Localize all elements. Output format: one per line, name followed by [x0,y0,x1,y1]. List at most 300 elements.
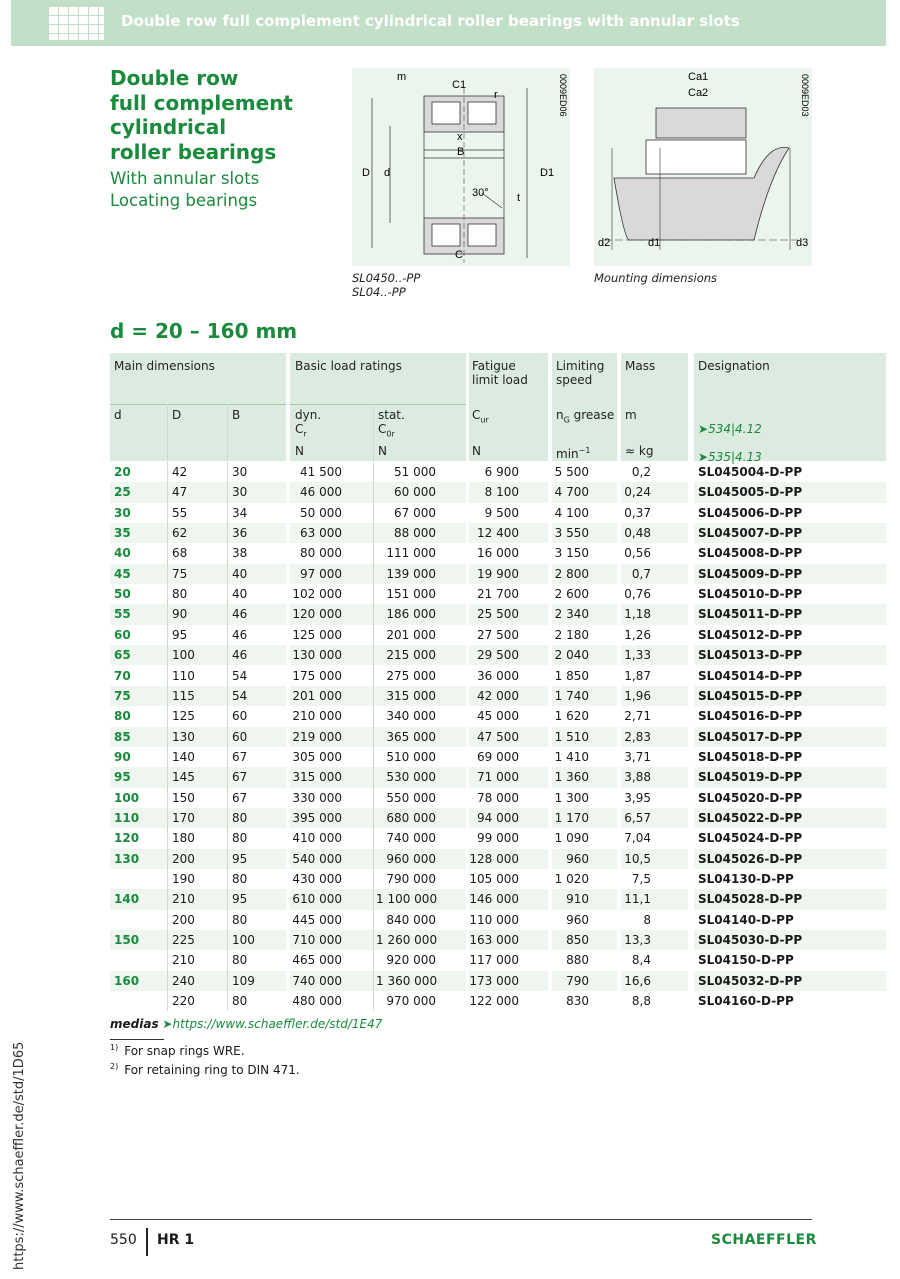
product-subtitle: With annular slots Locating bearings [110,169,260,210]
table-cell: SL045017-D-PP [698,729,803,744]
table-cell: 790 [566,973,589,988]
table-cell: 29 500 [477,648,519,663]
table-cell: 100 [232,933,255,948]
table-row [0,849,900,869]
col-head-stat: stat. $C_{0r}$ [378,408,405,439]
table-cell: 69 000 [477,749,519,764]
table-cell: 63 000 [300,526,342,541]
table-row [0,584,900,604]
table-cell: 430 000 [292,872,342,886]
table-cell: 790 000 [386,872,436,886]
table-cell: 2 180 [554,627,589,642]
unit-mass: ≈ kg [625,444,654,458]
table-cell: 740 000 [292,973,342,988]
table-cell: 445 000 [292,912,342,927]
table-cell: 1,18 [624,607,651,622]
table-cell: 19 900 [477,566,519,581]
table-cell: 75 [114,688,131,703]
table-row [0,523,900,543]
table-row [0,543,900,563]
table-cell: SL045024-D-PP [698,831,803,846]
table-cell: SL045016-D-PP [698,709,803,724]
table-row [0,788,900,808]
table-cell: 47 [172,485,188,500]
table-cell: 960 000 [386,851,436,866]
table-cell: 67 000 [394,505,436,520]
table-cell: 180 [172,831,195,846]
table-cell: 305 000 [292,749,342,764]
column-divider [227,462,228,1011]
table-cell: 1,33 [624,648,651,663]
fig-label-x: x [457,131,463,143]
table-cell: 55 [114,607,131,622]
fig-label-D: D [362,167,370,179]
table-cell: SL045008-D-PP [698,546,803,561]
table-cell: 80 [114,709,131,724]
header-column-divider [227,404,228,461]
table-cell: 94 000 [477,810,519,825]
fig-code: 0009ED06 [558,74,568,117]
table-cell: 50 000 [300,505,342,520]
table-cell: SL045015-D-PP [698,688,803,703]
col-head-ng: $n_G$ grease [556,408,615,425]
table-cell: 97 000 [300,566,342,581]
footnote-rule [110,1039,164,1040]
footer-separator [146,1228,148,1256]
table-cell: 160 [114,973,140,988]
col-group-load: Basic load ratings [295,359,402,373]
table-cell: 41 500 [300,465,342,479]
table-cell: 110 000 [469,912,519,927]
table-cell: 25 [114,485,131,500]
table-cell: SL045026-D-PP [698,851,803,866]
table-row [0,869,900,889]
arrow-icon: ➤ [698,450,709,464]
table-cell: 102 000 [292,587,342,602]
table-cell: 225 [172,933,195,948]
table-cell: 30 [232,485,248,500]
table-cell: 240 [172,973,195,988]
fig-label-angle: 30° [472,187,489,199]
table-cell: 201 000 [386,627,436,642]
table-cell: 1 850 [554,668,589,683]
table-cell: 85 [114,729,131,744]
range-title: d = 20 – 160 mm [110,319,298,343]
table-cell: 62 [172,526,188,541]
medias-url[interactable]: https://www.schaeffler.de/std/1E47 [172,1017,383,1031]
col-head-cur: $C_{ur}$ [472,408,489,425]
table-cell: 54 [232,668,248,683]
table-cell: 68 [172,546,188,561]
table-cell: 27 500 [477,627,519,642]
table-cell: 960 [566,851,589,866]
table-cell: 8 100 [484,485,519,500]
fig-label-ca2: Ca2 [688,87,709,99]
table-cell: 1,26 [624,627,651,642]
table-cell: 71 000 [477,770,519,785]
unit-cr: N [295,444,304,458]
table-cell: 840 000 [386,912,436,927]
table-cell: 21 700 [477,587,519,602]
table-cell: 880 [566,953,589,968]
footnote-1: $^{1)}$ For snap rings WRE. [110,1043,245,1058]
table-cell: 210 000 [292,709,342,724]
page-number: 550 [110,1232,137,1248]
table-cell: SL045018-D-PP [698,749,803,764]
table-cell: 36 [232,526,248,541]
table-cell: 46 [232,607,248,622]
table-cell: 920 000 [386,953,436,968]
table-cell: 2 600 [554,587,589,602]
table-cell: 2 340 [554,607,589,622]
fig-label-d1-mount: d1 [648,237,661,249]
header-divider [290,404,466,405]
fig-label-d2: d2 [598,237,611,249]
table-cell: 46 [232,627,248,642]
table-cell: 117 000 [469,953,519,968]
table-row [0,727,900,747]
table-cell: 80 000 [300,546,342,561]
table-cell: 40 [232,587,248,602]
table-cell: SL045030-D-PP [698,933,803,948]
col-head-D: D [172,408,182,422]
table-cell: 330 000 [292,790,342,805]
table-cell: 465 000 [292,953,342,968]
table-cell: 46 [232,648,248,663]
table-cell: SL045022-D-PP [698,810,803,825]
footer-rule [110,1219,812,1220]
table-cell: 130 [172,729,195,744]
table-cell: 60 [232,709,248,724]
table-cell: 340 000 [386,709,436,724]
col-head-B: B [232,408,241,422]
header-title: Double row full complement cylindrical roller bearings with annular slots [121,12,740,30]
table-row [0,910,900,930]
table-cell: 111 000 [386,546,436,561]
table-cell: 50 [114,587,131,602]
table-cell: 1 260 000 [376,933,438,948]
fig-label-c1: C1 [452,79,467,91]
table-cell: 140 [172,749,195,764]
table-cell: 40 [232,566,248,581]
column-divider [167,462,168,1011]
table-cell: 109 [232,973,255,988]
table-cell: 150 [172,790,195,805]
table-cell: 960 [566,912,589,927]
table-cell: 200 [172,912,195,927]
table-cell: 6 900 [484,465,519,479]
table-cell: 20 [114,465,131,479]
col-group-mass: Mass [625,359,656,373]
table-cell: 10,5 [624,851,651,866]
side-url[interactable]: https://www.schaeffler.de/std/1D65 [12,1041,27,1270]
table-cell: 88 000 [394,526,436,541]
fig-label-b: B [457,146,465,158]
table-cell: 16,6 [624,973,651,988]
table-cell: 0,2 [631,465,651,479]
table-cell: 163 000 [469,933,519,948]
table-row [0,808,900,828]
arrow-icon: ➤ [162,1017,173,1031]
table-cell: 40 [114,546,131,561]
table-cell: 201 000 [292,688,342,703]
table-cell: 850 [566,933,589,948]
table-cell: 46 000 [300,485,342,500]
table-cell: 35 [114,526,131,541]
table-cell: 680 000 [386,810,436,825]
table-cell: 42 [172,465,188,479]
table-cell: SL045019-D-PP [698,770,803,785]
table-cell: 315 000 [386,688,436,703]
table-cell: 9 500 [484,505,519,520]
table-cell: 60 000 [394,485,436,500]
unit-speed: $\min^{-1}$ [556,446,591,461]
table-cell: 80 [232,912,248,927]
table-row [0,971,900,991]
table-cell: 1 170 [554,810,589,825]
table-cell: 2,71 [624,709,651,724]
col-head-dyn: dyn. $C_r$ [295,408,322,439]
table-cell: 110 [114,810,140,825]
fig-label-d: d [384,167,391,179]
figure-caption-bearing: SL0450..-PP SL04..-PP [352,271,421,299]
table-cell: 55 [172,505,188,520]
table-cell: 140 [114,892,140,907]
table-cell: 910 [566,892,589,907]
table-cell: 8,4 [631,953,651,968]
unit-c0r: N [378,444,387,458]
table-cell: 151 000 [386,587,436,602]
table-row [0,950,900,970]
table-cell: 70 [114,668,131,683]
table-row [0,930,900,950]
header-bar [11,0,886,46]
table-cell: 65 [114,648,131,663]
table-row [0,645,900,665]
table-cell: 54 [232,688,248,703]
table-row [0,747,900,767]
table-cell: 80 [232,994,248,1009]
table-cell: 970 000 [386,994,436,1009]
catalog-code: HR 1 [157,1232,195,1248]
table-cell: 6,57 [624,810,651,825]
table-cell: 16 000 [477,546,519,561]
table-cell: 67 [232,749,248,764]
table-cell: 78 000 [477,790,519,805]
col-group-designation: Designation [698,359,770,373]
table-row [0,889,900,909]
arrow-icon: ➤ [698,422,709,436]
table-cell: SL045032-D-PP [698,973,803,988]
table-cell: 173 000 [469,973,519,988]
table-cell: 530 000 [386,770,436,785]
header-column-divider [373,404,374,461]
table-cell: 510 000 [386,749,436,764]
table-cell: 1 410 [554,749,589,764]
table-cell: SL045010-D-PP [698,587,803,602]
table-row [0,625,900,645]
table-cell: 105 000 [469,872,519,886]
table-cell: SL04160-D-PP [698,994,794,1009]
table-cell: 395 000 [292,810,342,825]
table-cell: 90 [172,607,188,622]
table-cell: 0,37 [624,505,651,520]
fig-label-D1: D1 [540,167,555,179]
table-cell: 12 400 [477,526,519,541]
table-row [0,462,900,482]
table-cell: 25 500 [477,607,519,622]
table-cell: SL045006-D-PP [698,505,803,520]
table-cell: 115 [172,688,195,703]
footnote-2: $^{2)}$ For retaining ring to DIN 471. [110,1062,300,1077]
table-cell: 215 000 [386,648,436,663]
table-cell: 3 550 [554,526,589,541]
table-cell: 1 510 [554,729,589,744]
brand-logo: SCHAEFFLER [711,1232,817,1248]
table-cell: 3,88 [624,770,651,785]
table-cell: 146 000 [469,892,519,907]
table-cell: 540 000 [292,851,342,866]
table-cell: 130 [114,851,140,866]
table-row [0,604,900,624]
table-row [0,991,900,1011]
table-cell: 60 [232,729,248,744]
table-row [0,706,900,726]
table-cell: 4 700 [554,485,589,500]
table-cell: 175 000 [292,668,342,683]
table-cell: 365 000 [386,729,436,744]
fig-label-c: C [455,249,463,261]
table-cell: SL04140-D-PP [698,912,794,927]
table-cell: 95 [114,770,131,785]
col-head-d: d [114,408,122,422]
table-cell: 275 000 [386,668,436,683]
table-cell: 315 000 [292,770,342,785]
table-cell: 128 000 [469,851,519,866]
table-cell: 0,56 [624,546,651,561]
table-cell: 0,76 [624,587,651,602]
table-cell: 45 000 [477,709,519,724]
table-cell: 80 [232,810,248,825]
fig-label-d3: d3 [796,237,809,249]
col-head-m: m [625,408,637,422]
table-cell: 80 [232,953,248,968]
table-cell: 610 000 [292,892,342,907]
table-cell: 1 300 [554,790,589,805]
header-divider [110,404,286,405]
table-cell: SL045014-D-PP [698,668,803,683]
table-cell: 480 000 [292,994,342,1009]
page-reference-links[interactable]: ➤534|4.12 ➤535|4.13 [698,422,762,464]
table-cell: 95 [232,851,248,866]
medias-link[interactable]: medias ➤https://www.schaeffler.de/std/1E47 [110,1017,383,1031]
bearing-drawing [352,68,570,266]
table-cell: 7,04 [624,831,651,846]
figure-caption-mounting: Mounting dimensions [594,271,718,285]
table-cell: 125 [172,709,195,724]
table-cell: SL045028-D-PP [698,892,803,907]
table-cell: 60 [114,627,131,642]
fig-label-m: m [397,71,407,83]
table-cell: 8 [643,912,651,927]
table-cell: 1 020 [554,872,589,886]
table-row [0,503,900,523]
fig-code-mount: 0009ED03 [800,74,810,117]
table-row [0,564,900,584]
table-cell: 3,95 [624,790,651,805]
table-cell: 67 [232,790,248,805]
table-cell: 550 000 [386,790,436,805]
table-cell: 3,71 [624,749,651,764]
table-cell: 8,8 [631,994,651,1009]
table-cell: 145 [172,770,195,785]
table-cell: 170 [172,810,195,825]
table-row [0,666,900,686]
table-cell: 110 [172,668,195,683]
table-cell: 1 740 [554,688,589,703]
table-cell: 125 000 [292,627,342,642]
table-cell: 11,1 [624,892,651,907]
table-cell: SL045012-D-PP [698,627,803,642]
fig-label-t: t [517,192,521,204]
table-cell: 95 [232,892,248,907]
col-group-main: Main dimensions [114,359,215,373]
header-column-divider [167,404,168,461]
table-cell: 80 [172,587,188,602]
table-cell: SL04150-D-PP [698,953,794,968]
fig-label-r: r [494,89,498,101]
table-cell: 51 000 [394,465,436,479]
product-title: Double row full complement cylindrical roller bearings [110,66,293,164]
table-cell: 47 500 [477,729,519,744]
col-group-limit: Limiting speed [556,359,605,387]
table-cell: 1 100 000 [376,892,438,907]
table-row [0,828,900,848]
table-cell: 120 000 [292,607,342,622]
table-cell: 95 [172,627,188,642]
table-cell: 2 040 [554,648,589,663]
table-cell: 67 [232,770,248,785]
table-cell: SL045005-D-PP [698,485,803,500]
table-cell: 122 000 [469,994,519,1009]
table-cell: SL04130-D-PP [698,872,794,886]
table-cell: 5 500 [554,465,589,479]
table-cell: SL045009-D-PP [698,566,803,581]
table-cell: 75 [172,566,188,581]
table-cell: 186 000 [386,607,436,622]
table-cell: 99 000 [477,831,519,846]
table-cell: SL045007-D-PP [698,526,803,541]
table-cell: 2 800 [554,566,589,581]
table-cell: 90 [114,749,131,764]
table-cell: 34 [232,505,248,520]
table-cell: 1 360 000 [376,973,438,988]
table-cell: 1 620 [554,709,589,724]
table-cell: 740 000 [386,831,436,846]
table-cell: 830 [566,994,589,1009]
table-cell: 7,5 [631,872,651,886]
table-row [0,686,900,706]
table-cell: 4 100 [554,505,589,520]
table-cell: 130 000 [292,648,342,663]
table-cell: 0,7 [631,566,651,581]
table-cell: SL045011-D-PP [698,607,803,622]
table-cell: 139 000 [386,566,436,581]
table-cell: SL045004-D-PP [698,465,803,479]
table-row [0,482,900,502]
table-cell: 80 [232,831,248,846]
table-cell: 100 [114,790,140,805]
